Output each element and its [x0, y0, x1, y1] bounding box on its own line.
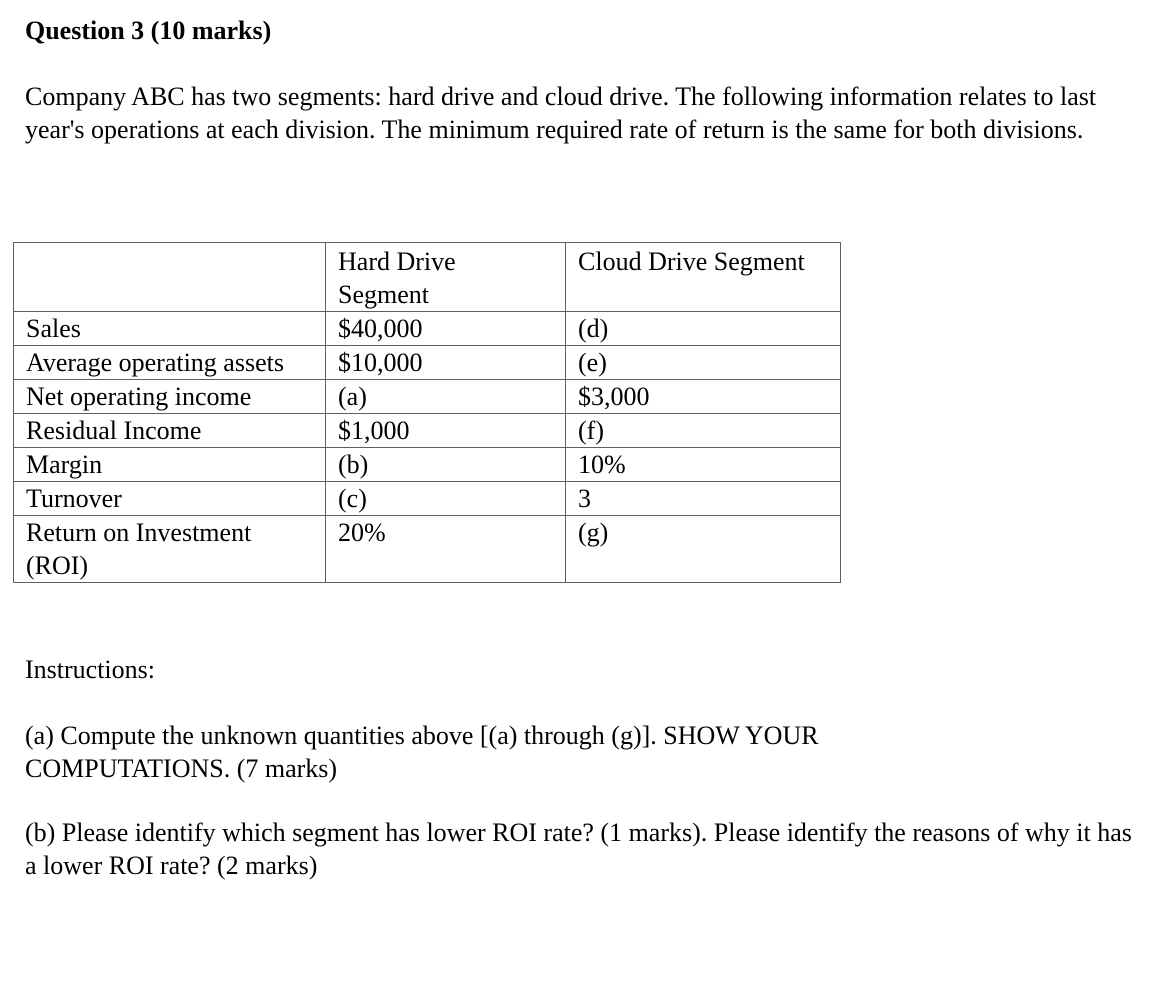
- table-header-empty: [14, 243, 326, 312]
- cloud-drive-margin: 10%: [566, 448, 841, 482]
- instruction-part-a: (a) Compute the unknown quantities above [(a) through (g)]. SHOW YOUR COMPUTATIONS. (7 marks): [25, 721, 819, 783]
- instruction-part-b: (b) Please identify which segment has lower ROI rate? (1 marks). Please identify the reasons of why it has a lower ROI rate? (2 marks): [25, 818, 1132, 880]
- hard-drive-header-text: Hard Drive Segment: [338, 247, 456, 309]
- row-label-net-operating-income: Net operating income: [14, 380, 326, 414]
- cloud-drive-net-operating-income: $3,000: [566, 380, 841, 414]
- table-row: [14, 516, 841, 583]
- hard-drive-net-operating-income: (a): [326, 380, 566, 414]
- question-intro: Company ABC has two segments: hard drive and cloud drive. The following information relates to last year's operations at each division. The minimum required rate of return is the same for both divisions.: [25, 82, 1097, 144]
- cloud-drive-roi: (g): [566, 516, 841, 583]
- cloud-drive-residual-income: (f): [566, 414, 841, 448]
- segment-data-table: [13, 242, 841, 583]
- table-row: [14, 482, 841, 516]
- table-row: [14, 448, 841, 482]
- hard-drive-sales: $40,000: [326, 312, 566, 346]
- hard-drive-margin: (b): [326, 448, 566, 482]
- row-label-roi: [14, 516, 326, 583]
- table-row: [14, 346, 841, 380]
- row-label-average-operating-assets: Average operating assets: [14, 346, 326, 380]
- hard-drive-turnover: (c): [326, 482, 566, 516]
- cloud-drive-turnover: 3: [566, 482, 841, 516]
- question-title: Question 3 (10 marks): [25, 16, 272, 45]
- table-header-cloud-drive: Cloud Drive Segment: [566, 243, 841, 312]
- cloud-drive-average-operating-assets: (e): [566, 346, 841, 380]
- hard-drive-average-operating-assets: $10,000: [326, 346, 566, 380]
- roi-label-text: Return on Investment (ROI): [26, 518, 252, 580]
- row-label-margin: Margin: [14, 448, 326, 482]
- table-header-row: [14, 243, 841, 312]
- table-header-hard-drive: [326, 243, 566, 312]
- cloud-drive-sales: (d): [566, 312, 841, 346]
- row-label-residual-income: Residual Income: [14, 414, 326, 448]
- hard-drive-roi: 20%: [326, 516, 566, 583]
- table-row: [14, 380, 841, 414]
- instructions-heading: Instructions:: [25, 655, 155, 684]
- row-label-turnover: Turnover: [14, 482, 326, 516]
- table-row: [14, 312, 841, 346]
- row-label-sales: Sales: [14, 312, 326, 346]
- hard-drive-residual-income: $1,000: [326, 414, 566, 448]
- table-row: [14, 414, 841, 448]
